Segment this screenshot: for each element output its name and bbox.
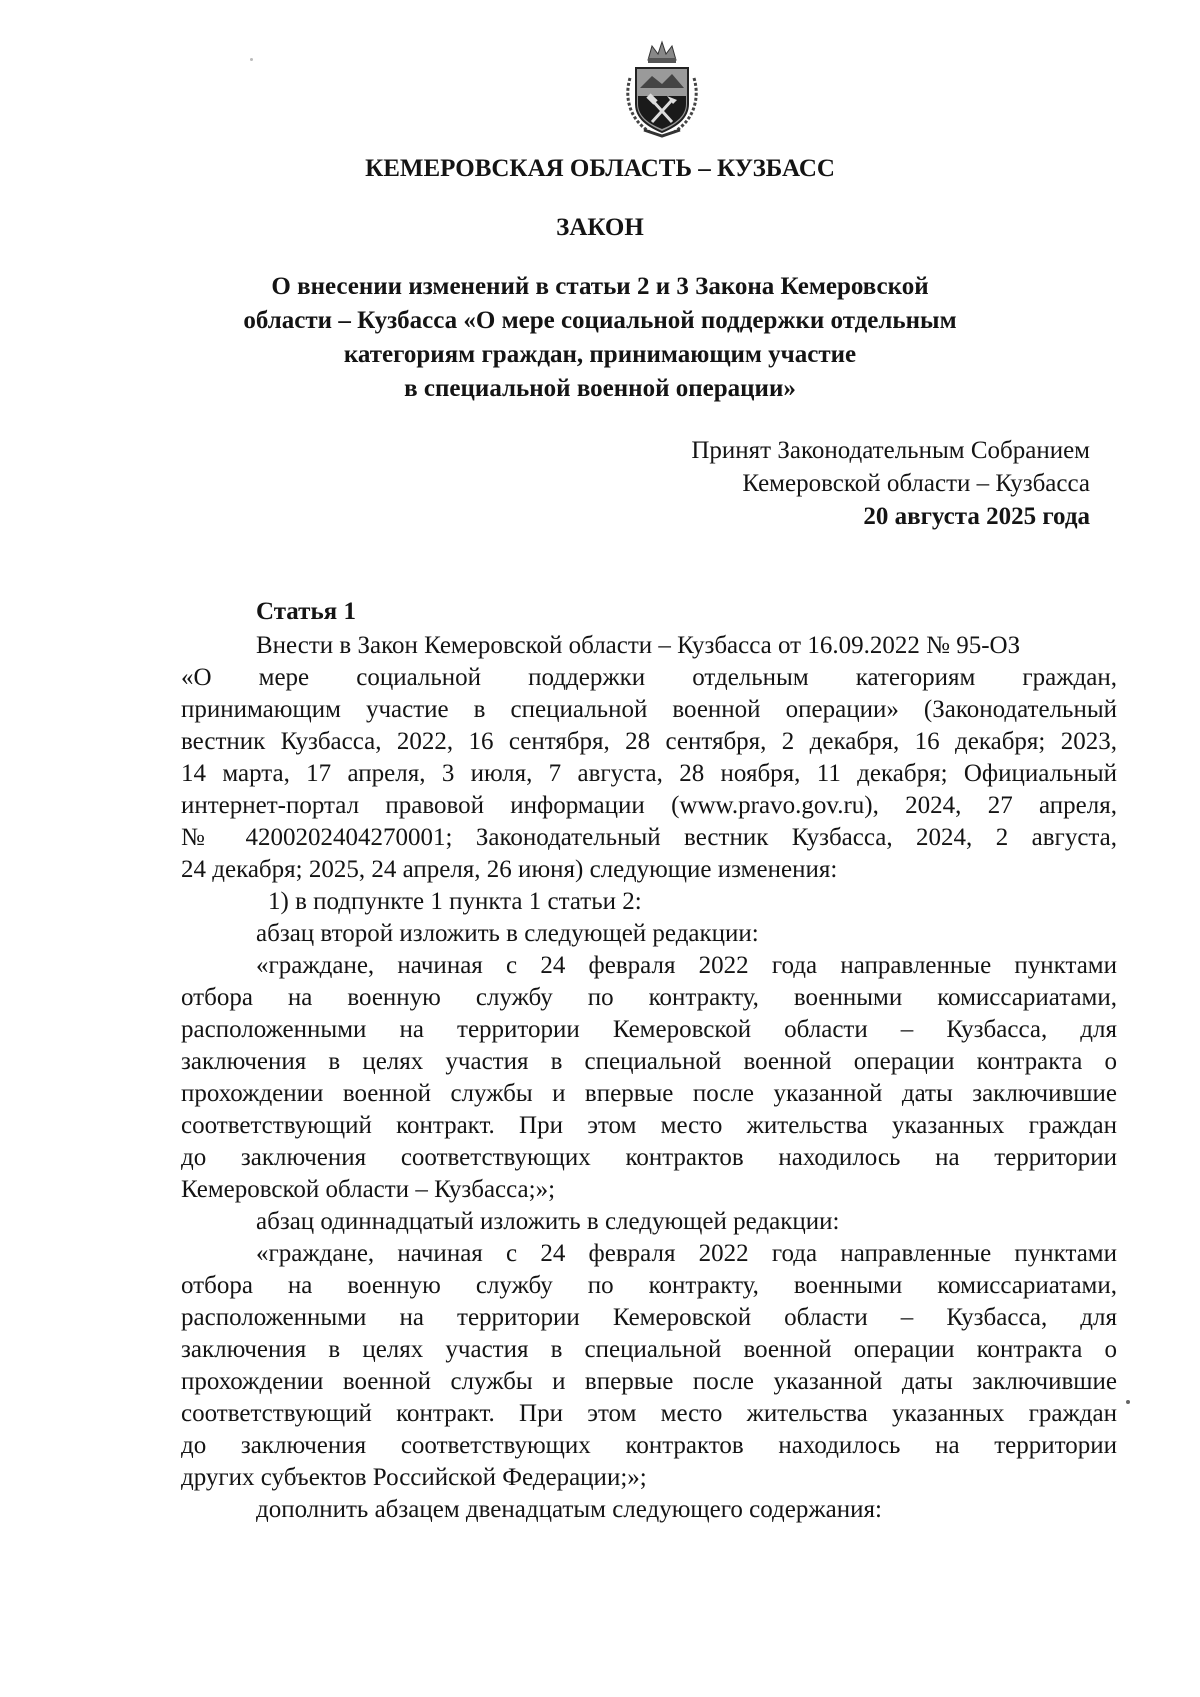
body-line: 14 марта, 17 апреля, 3 июля, 7 августа, 28 ноября, 11 декабря; Официальный [181, 760, 1117, 787]
body-line: прохождении военной службы и впервые после указанной даты заключившие [181, 1368, 1117, 1395]
body-line: «граждане, начиная с 24 февраля 2022 года направленные пунктами [256, 1240, 1117, 1267]
body-line: других субъектов Российской Федерации;»; [181, 1464, 647, 1491]
region-heading: КЕМЕРОВСКАЯ ОБЛАСТЬ – КУЗБАСС [365, 155, 835, 182]
law-title-line: в специальной военной операции» [404, 375, 796, 402]
coat-of-arms-icon [618, 38, 706, 138]
body-line: заключения в целях участия в специальной военной операции контракта о [181, 1048, 1117, 1075]
document-type-heading: ЗАКОН [556, 214, 644, 241]
adoption-line: Принят Законодательным Собранием [691, 437, 1090, 464]
law-title [0, 270, 1200, 406]
body-line: интернет-портал правовой информации (www.pravo.gov.ru), 2024, 27 апреля, [181, 792, 1117, 819]
body-line: абзац одиннадцатый изложить в следующей редакции: [256, 1208, 840, 1235]
body-line: абзац второй изложить в следующей редакции: [256, 920, 759, 947]
body-line: до заключения соответствующих контрактов находилось на территории [181, 1144, 1117, 1171]
body-line: вестник Кузбасса, 2022, 16 сентября, 28 сентября, 2 декабря, 16 декабря; 2023, [181, 728, 1117, 755]
body-line: Внести в Закон Кемеровской области – Кузбасса от 16.09.2022 № 95-ОЗ [256, 632, 1021, 659]
body-line: соответствующий контракт. При этом место жительства указанных граждан [181, 1112, 1117, 1139]
scan-speck [1126, 1400, 1130, 1404]
adoption-date: 20 августа 2025 года [863, 503, 1090, 530]
body-line: заключения в целях участия в специальной военной операции контракта о [181, 1336, 1117, 1363]
body-line: отбора на военную службу по контракту, военными комиссариатами, [181, 1272, 1117, 1299]
body-line: расположенными на территории Кемеровской области – Кузбасса, для [181, 1016, 1117, 1043]
law-title-line: О внесении изменений в статьи 2 и 3 Закона Кемеровской [271, 273, 929, 300]
law-title-line: категориям граждан, принимающим участие [343, 341, 857, 368]
adoption-line: Кемеровской области – Кузбасса [742, 470, 1090, 497]
article-heading: Статья 1 [256, 598, 356, 625]
body-line: дополнить абзацем двенадцатым следующего содержания: [256, 1496, 882, 1523]
scan-speck [250, 58, 253, 61]
law-title-line: области – Кузбасса «О мере социальной поддержки отдельным [243, 307, 957, 334]
body-line: «граждане, начиная с 24 февраля 2022 года направленные пунктами [256, 952, 1117, 979]
body-line: Кемеровской области – Кузбасса;»; [181, 1176, 556, 1203]
body-line: прохождении военной службы и впервые после указанной даты заключившие [181, 1080, 1117, 1107]
body-line: расположенными на территории Кемеровской области – Кузбасса, для [181, 1304, 1117, 1331]
body-line: № 4200202404270001; Законодательный вестник Кузбасса, 2024, 2 августа, [181, 824, 1117, 851]
body-line: принимающим участие в специальной военной операции» (Законодательный [181, 696, 1117, 723]
body-line: 24 декабря; 2025, 24 апреля, 26 июня) следующие изменения: [181, 856, 838, 883]
body-line: до заключения соответствующих контрактов находилось на территории [181, 1432, 1117, 1459]
body-line: отбора на военную службу по контракту, военными комиссариатами, [181, 984, 1117, 1011]
adoption-block [691, 434, 1090, 533]
list-item: 1) в подпункте 1 пункта 1 статьи 2: [268, 888, 642, 915]
body-line: соответствующий контракт. При этом место жительства указанных граждан [181, 1400, 1117, 1427]
body-line: «О мере социальной поддержки отдельным категориям граждан, [181, 664, 1117, 691]
